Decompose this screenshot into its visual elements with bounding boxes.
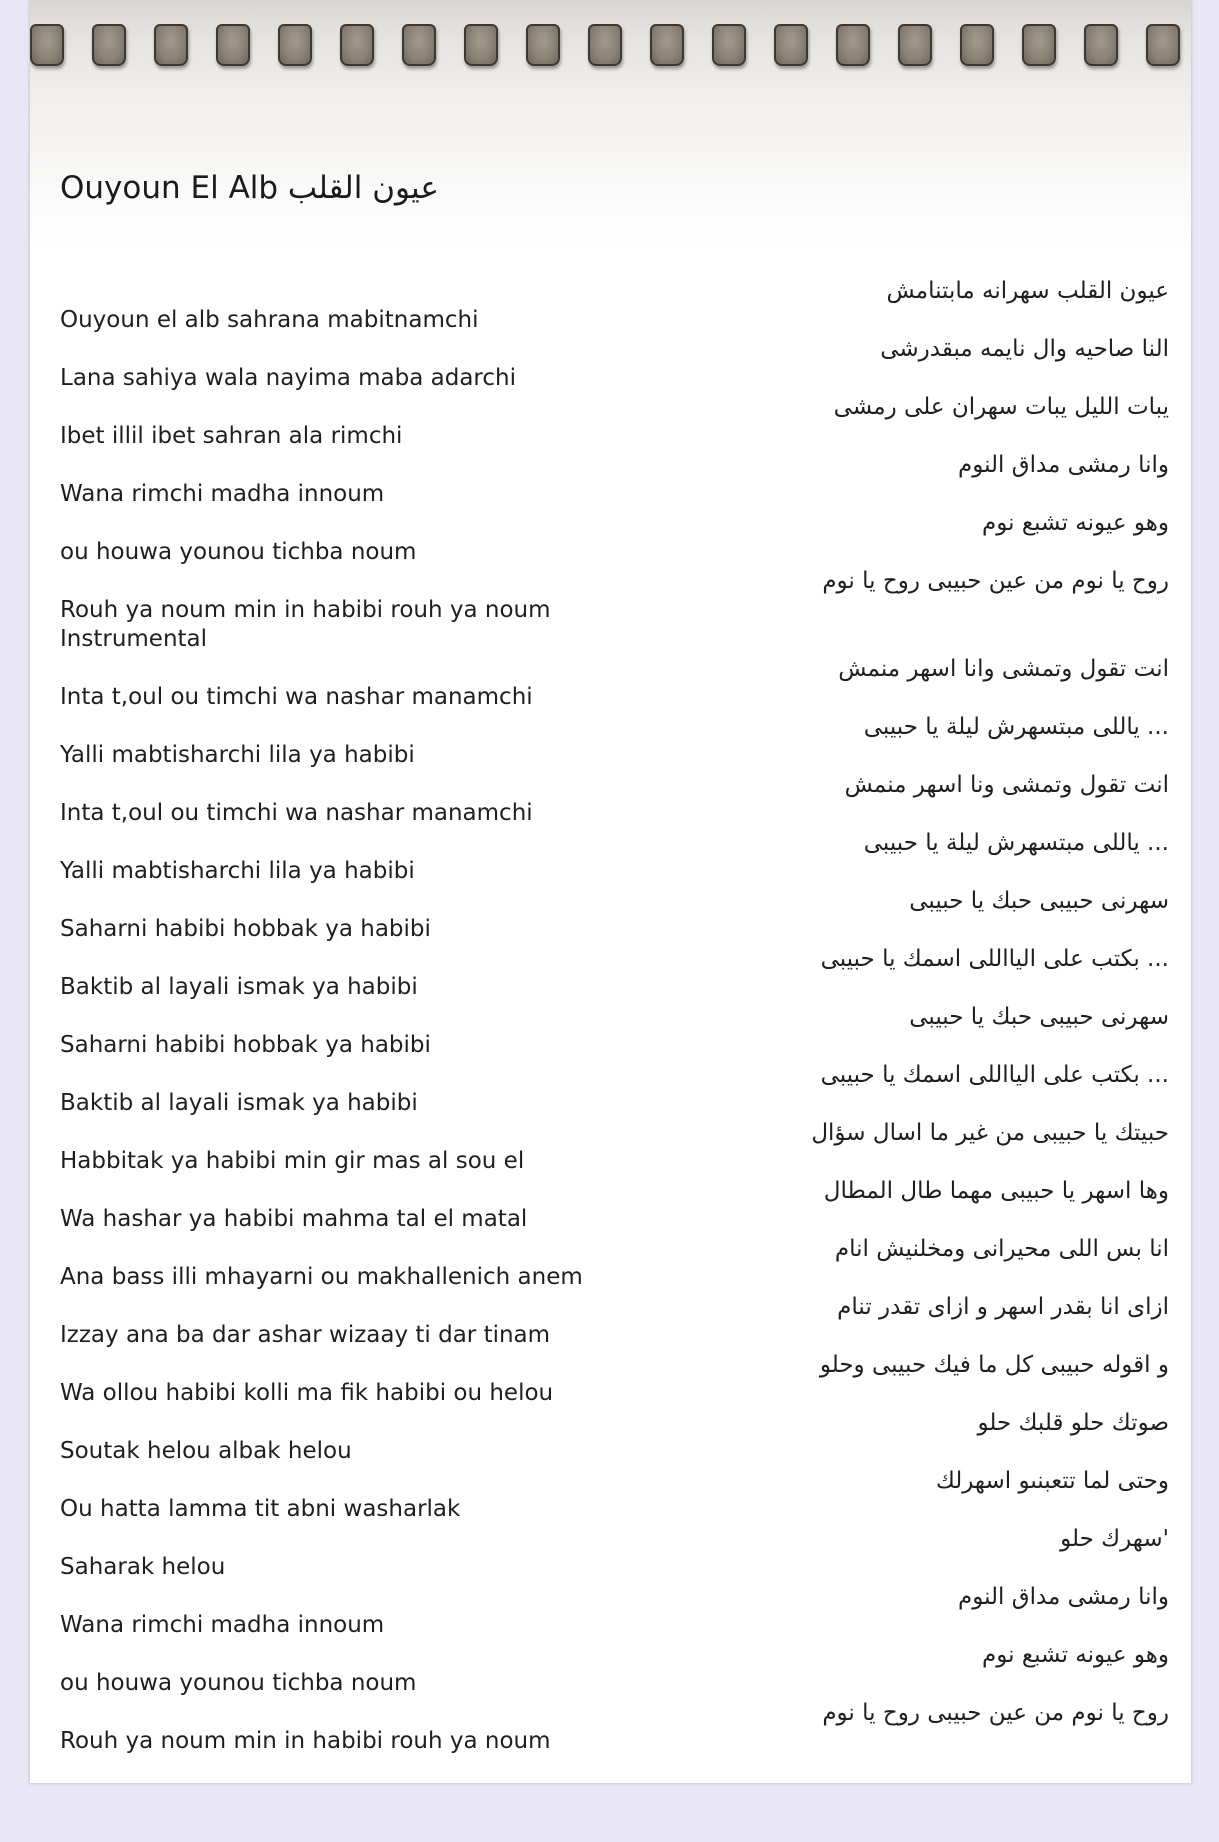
binding-hole-icon <box>30 24 64 66</box>
lyric-line: Saharni habibi hobbak ya habibi <box>60 1032 431 1058</box>
arabic-lyric-line: عيون القلب سهرانه مابتنامش <box>886 278 1169 304</box>
arabic-lyric-line: حبيتك يا حبيبى من غير ما اسال سؤال <box>811 1120 1169 1146</box>
lyric-line: Rouh ya noum min in habibi rouh ya noum <box>60 1728 551 1754</box>
lyric-line: Wana rimchi madha innoum <box>60 1612 385 1638</box>
lyric-line: Izzay ana ba dar ashar wizaay ti dar tinam <box>60 1322 551 1348</box>
arabic-lyric-line: وانا رمشى مداق النوم <box>957 1584 1169 1610</box>
arabic-lyric-line: ... ياللى مبتسهرش ليلة يا حبيبى <box>863 714 1169 740</box>
arabic-lyric-line: وانا رمشى مداق النوم <box>957 452 1169 478</box>
lyric-line: Inta t,oul ou timchi wa nashar manamchi <box>60 800 533 826</box>
arabic-lyric-line: وها اسهر يا حبيبى مهما طال المطال <box>823 1178 1169 1204</box>
lyric-line: Lana sahiya wala nayima maba adarchi <box>60 365 516 391</box>
arabic-lyric-line: ... ياللى مبتسهرش ليلة يا حبيبى <box>863 830 1169 856</box>
lyric-line: Baktib al layali ismak ya habibi <box>60 974 418 1000</box>
arabic-lyric-line: و اقوله حبيبى كل ما فيك حبيبى وحلو <box>819 1352 1169 1378</box>
arabic-lyric-line: انا بس اللى محيرانى ومخلنيش انام <box>834 1236 1169 1262</box>
lyric-line: Wana rimchi madha innoum <box>60 481 385 507</box>
lyric-line: Wa ollou habibi kolli ma fik habibi ou helou <box>60 1380 554 1406</box>
lyric-line: Soutak helou albak helou <box>60 1438 352 1464</box>
transliteration-column <box>60 0 620 1783</box>
arabic-lyric-line: سهرنى حبيبى حبك يا حبيبى <box>909 888 1169 914</box>
arabic-lyric-line: وهو عيونه تشبع نوم <box>982 1642 1169 1668</box>
notebook-page <box>30 0 1191 1783</box>
arabic-lyric-line: روح يا نوم من عين حبيبى روح يا نوم <box>822 568 1169 594</box>
arabic-lyric-line: ... بكتب على اليااللى اسمك يا حبيبى <box>820 1062 1169 1088</box>
lyric-line: Saharni habibi hobbak ya habibi <box>60 916 431 942</box>
lyric-line: Yalli mabtisharchi lila ya habibi <box>60 858 415 884</box>
arabic-lyric-line: روح يا نوم من عين حبيبى روح يا نوم <box>822 1700 1169 1726</box>
lyric-line: Inta t,oul ou timchi wa nashar manamchi <box>60 684 533 710</box>
song-title: Ouyoun El Alb عيون القلب <box>60 170 439 206</box>
lyric-line: ou houwa younou tichba noum <box>60 539 417 565</box>
lyric-line: Instrumental <box>60 626 208 652</box>
lyric-line: Yalli mabtisharchi lila ya habibi <box>60 742 415 768</box>
arabic-lyric-line: النا صاحيه وال نايمه مبقدرشى <box>880 336 1169 362</box>
lyric-line: Habbitak ya habibi min gir mas al sou el <box>60 1148 525 1174</box>
arabic-lyric-line: انت تقول وتمشى ونا اسهر منمش <box>844 772 1169 798</box>
lyric-line: Rouh ya noum min in habibi rouh ya noum <box>60 597 551 623</box>
arabic-lyric-line: وهو عيونه تشبع نوم <box>982 510 1169 536</box>
arabic-lyric-line: صوتك حلو قلبك حلو <box>977 1410 1169 1436</box>
arabic-column <box>609 0 1169 1783</box>
lyric-line: Ibet illil ibet sahran ala rimchi <box>60 423 403 449</box>
lyric-line: Baktib al layali ismak ya habibi <box>60 1090 418 1116</box>
arabic-lyric-line: انت تقول وتمشى وانا اسهر منمش <box>838 656 1169 682</box>
arabic-lyric-line: ... بكتب على اليااللى اسمك يا حبيبى <box>820 946 1169 972</box>
lyric-line: Ouyoun el alb sahrana mabitnamchi <box>60 307 479 333</box>
arabic-lyric-line: وحتى لما تتعبنىو اسهرلك <box>935 1468 1169 1494</box>
lyric-line: Ou hatta lamma tit abni washarlak <box>60 1496 461 1522</box>
arabic-lyric-line: 'سهرك حلو <box>1060 1526 1169 1552</box>
lyric-line: Wa hashar ya habibi mahma tal el matal <box>60 1206 528 1232</box>
arabic-lyric-line: سهرنى حبيبى حبك يا حبيبى <box>909 1004 1169 1030</box>
arabic-lyric-line: يبات الليل يبات سهران على رمشى <box>833 394 1169 420</box>
arabic-lyric-line: ازاى انا بقدر اسهر و ازاى تقدر تنام <box>837 1294 1169 1320</box>
lyric-line: Ana bass illi mhayarni ou makhallenich anem <box>60 1264 583 1290</box>
lyric-line: Saharak helou <box>60 1554 226 1580</box>
lyric-line: ou houwa younou tichba noum <box>60 1670 417 1696</box>
